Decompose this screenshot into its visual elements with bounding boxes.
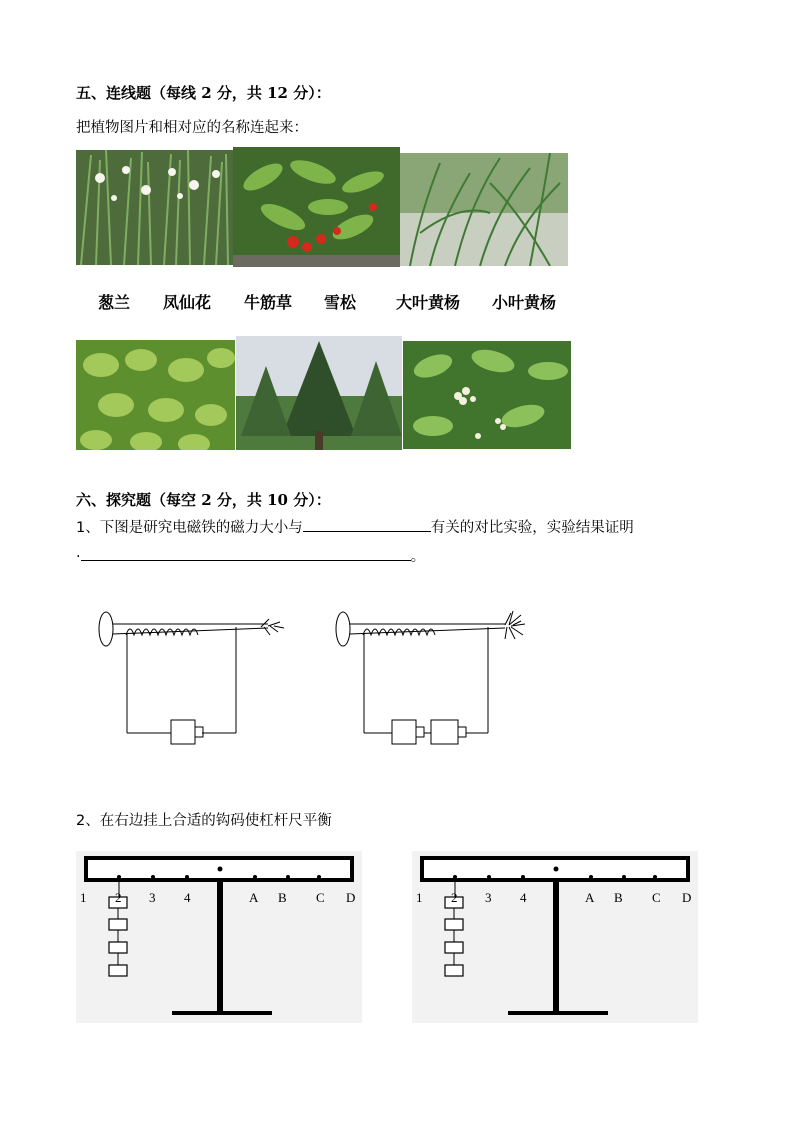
grass-photo [400,153,568,266]
lever2-label-D: D [682,890,692,905]
lever2-label-A: A [585,890,595,905]
lever2-label-1: 1 [416,890,423,905]
section6-title: 六、探究题（每空 2 分，共 10 分）： [76,491,331,509]
plant-name-1: 葱兰 [98,293,131,312]
bullet-dot: · [76,549,81,565]
lever1-label-4: 4 [184,890,191,905]
leafy-shrub-photo [76,340,235,450]
lever2-label-2: 2 [451,890,458,905]
question-1-line1 [76,516,634,537]
question-2-text: 2、在右边挂上合适的钩码使杠杆尺平衡 [76,813,332,829]
question-1-line2 [76,545,425,566]
answer-blank-2[interactable] [81,546,411,561]
white-flower-grass-photo [76,150,233,265]
lever1-label-1: 1 [80,890,87,905]
answer-blank-1[interactable] [303,517,431,532]
electromagnet-one-battery [96,605,306,755]
red-flower-plant-photo [233,147,400,267]
lever2-label-4: 4 [520,890,527,905]
white-flowered-shrub-photo [403,341,571,449]
plant-name-6: 小叶黄杨 [492,293,557,312]
lever1-label-D: D [346,890,356,905]
period: 。 [410,549,426,565]
section5-instruction: 把植物图片和相对应的名称连起来： [76,120,308,136]
lever1-label-2: 2 [115,890,122,905]
plant-name-3: 牛筋草 [244,293,293,312]
electromagnet-two-batteries [333,605,543,755]
plant-name-5: 大叶黄杨 [396,293,461,312]
plant-name-2: 凤仙花 [163,293,212,312]
lever2-label-B: B [614,890,623,905]
section5-title: 五、连线题（每线 2 分，共 12 分）： [76,84,331,102]
lever1-label-A: A [249,890,259,905]
question-1-text-b: 有关的对比实验，实验结果证明 [430,520,634,536]
lever2-label-3: 3 [485,890,492,905]
lever1-label-3: 3 [149,890,156,905]
lever-diagram-1 [76,851,362,1023]
lever-diagram-2 [412,851,698,1023]
plant-name-4: 雪松 [324,293,357,312]
cedar-tree-photo [236,336,402,450]
question-1-text-a: 1、下图是研究电磁铁的磁力大小与 [76,520,303,536]
lever1-label-C: C [316,890,325,905]
lever2-label-C: C [652,890,661,905]
lever1-label-B: B [278,890,287,905]
